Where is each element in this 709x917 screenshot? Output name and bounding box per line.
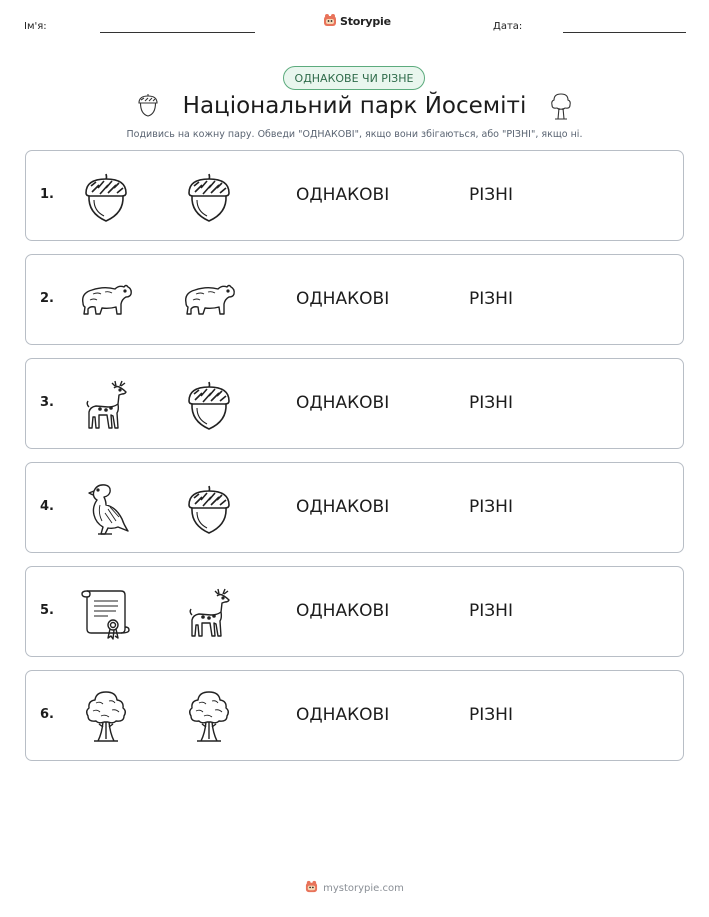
pair-number: 3. <box>40 395 54 410</box>
pair-number: 1. <box>40 187 54 202</box>
worksheet-type-badge: ОДНАКОВЕ ЧИ РІЗНЕ <box>283 66 425 90</box>
eagle-icon <box>78 481 134 537</box>
tree-icon <box>181 689 237 745</box>
deer-icon <box>78 377 134 433</box>
tree-icon <box>78 689 134 745</box>
tree-icon <box>549 92 573 126</box>
option-same[interactable]: ОДНАКОВІ <box>296 393 390 413</box>
scroll-icon <box>78 585 134 641</box>
pair-number: 4. <box>40 499 54 514</box>
acorn-icon <box>78 169 134 225</box>
pair-number: 5. <box>40 603 54 618</box>
date-label: Дата: <box>493 21 523 32</box>
pair-row <box>25 358 684 449</box>
instructions: Подивись на кожну пару. Обведи "ОДНАКОВІ", якщо вони збігаються, або "РІЗНІ", якщо ні. <box>126 129 583 140</box>
option-same[interactable]: ОДНАКОВІ <box>296 185 390 205</box>
bear-icon <box>181 273 237 329</box>
option-different[interactable]: РІЗНІ <box>469 393 513 413</box>
acorn-icon <box>181 377 237 433</box>
option-different[interactable]: РІЗНІ <box>469 705 513 725</box>
deer-icon <box>181 585 237 641</box>
pair-row <box>25 462 684 553</box>
footer-url[interactable]: mystorypie.com <box>323 882 404 894</box>
pair-row <box>25 670 684 761</box>
pair-row <box>25 566 684 657</box>
pair-number: 6. <box>40 707 54 722</box>
option-same[interactable]: ОДНАКОВІ <box>296 705 390 725</box>
bear-icon <box>78 273 134 329</box>
storypie-mascot-icon <box>323 12 337 31</box>
pair-row <box>25 254 684 345</box>
option-different[interactable]: РІЗНІ <box>469 185 513 205</box>
pair-row <box>25 150 684 241</box>
option-same[interactable]: ОДНАКОВІ <box>296 497 390 517</box>
brand-name: Storypie <box>340 15 391 28</box>
brand-logo <box>323 12 391 31</box>
footer <box>0 880 709 896</box>
date-line[interactable] <box>563 32 686 33</box>
page-title: Національний парк Йосеміті <box>182 93 527 119</box>
acorn-icon <box>181 169 237 225</box>
option-same[interactable]: ОДНАКОВІ <box>296 601 390 621</box>
name-line[interactable] <box>100 32 255 33</box>
name-label: Ім'я: <box>24 21 47 32</box>
option-same[interactable]: ОДНАКОВІ <box>296 289 390 309</box>
option-different[interactable]: РІЗНІ <box>469 601 513 621</box>
storypie-mascot-icon <box>305 880 318 896</box>
option-different[interactable]: РІЗНІ <box>469 289 513 309</box>
pair-number: 2. <box>40 291 54 306</box>
option-different[interactable]: РІЗНІ <box>469 497 513 517</box>
acorn-icon <box>181 481 237 537</box>
